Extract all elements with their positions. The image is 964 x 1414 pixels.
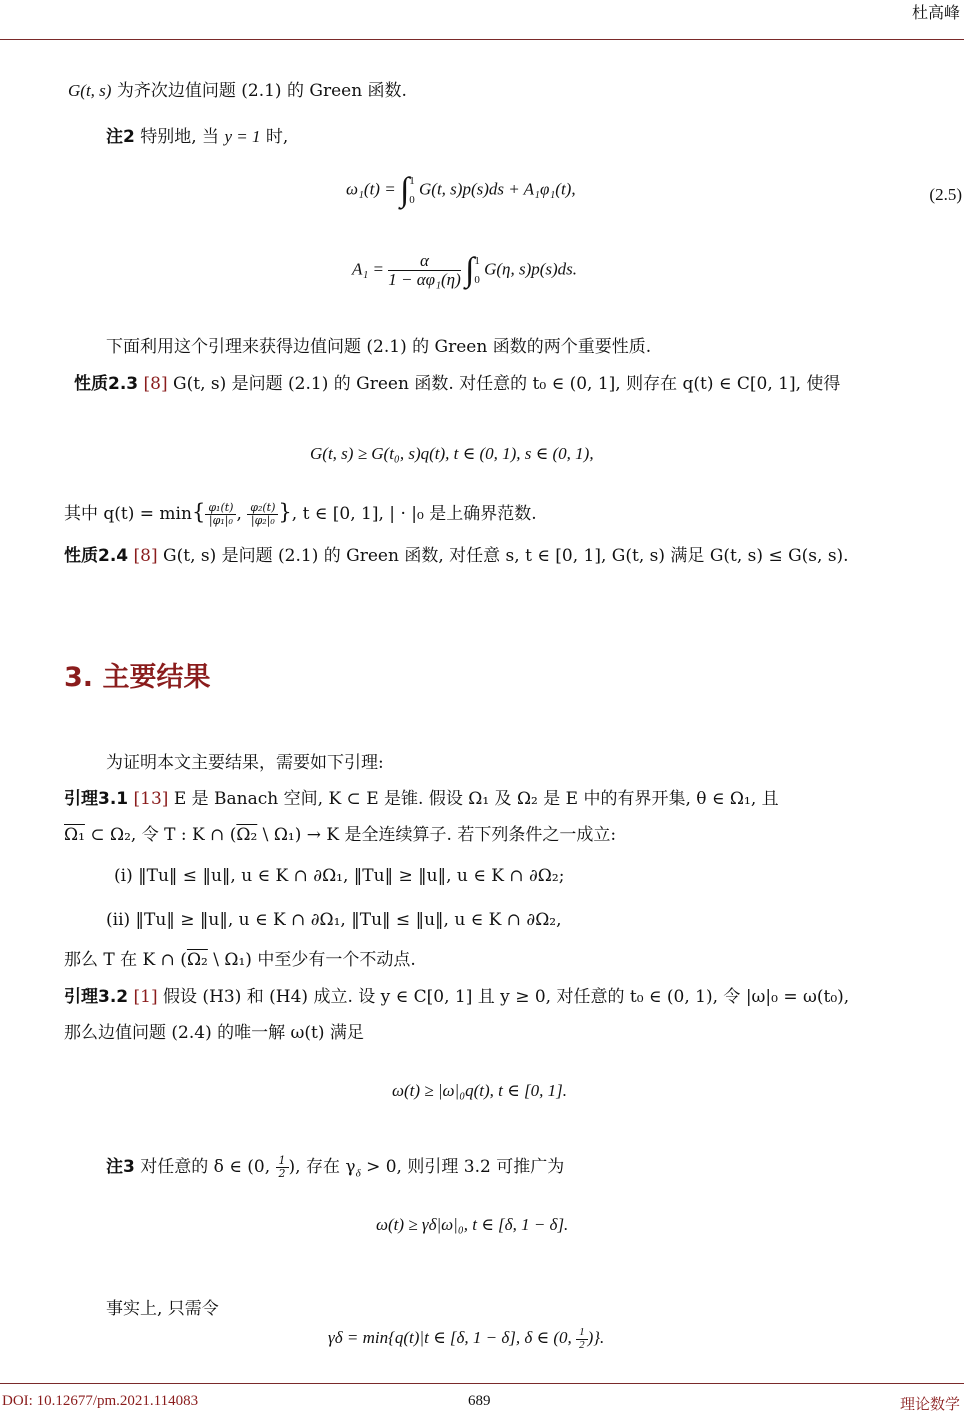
lemma-3-1-ref[interactable]: [13]: [133, 789, 169, 809]
lemma-3-2-text-1: 假设 (H3) 和 (H4) 成立. 设 y ∈ C[0, 1] 且 y ≥ 0, 对任意的 t₀ ∈ (0, 1), 令 |ω|₀ = ω(t₀),: [157, 987, 850, 1007]
property-2-3-text: G(t, s) 是问题 (2.1) 的 Green 函数. 对任意的 t₀ ∈ (0, 1], 则存在 q(t) ∈ C[0, 1], 使得: [167, 374, 841, 394]
property-2-3-equation: G(t, s) ≥ G(t₀, s)q(t), t ∈ (0, 1), s ∈ (0, 1),: [310, 444, 594, 463]
lemma-3-2-label: 引理3.2: [64, 987, 129, 1007]
a1-lhs: A₁ =: [352, 259, 389, 279]
lemma-3-2-line-2: 那么边值问题 (2.4) 的唯一解 ω(t) 满足: [64, 1023, 364, 1043]
footer-journal: 理论数学: [899, 1395, 960, 1413]
lemmas-intro: 为证明本文主要结果，需要如下引理:: [106, 753, 384, 773]
equation-a1: [352, 252, 577, 289]
integral-sign: ∫: [465, 251, 475, 289]
integral-sign: ∫: [399, 171, 410, 209]
green-function-line: [68, 76, 407, 101]
lemma-3-1-line-1: [64, 784, 779, 809]
lemma-3-2-line-1: [64, 982, 849, 1007]
equation-number-2-5: (2.5): [929, 185, 962, 204]
lemma-3-1-text-1: E 是 Banach 空间, K ⊂ E 是锥. 假设 Ω₁ 及 Ω₂ 是 E 中的有界开集, θ ∈ Ω₁, 且: [168, 789, 779, 809]
lemma-3-1-label: 引理3.1: [64, 789, 129, 809]
property-2-4-text: G(t, s) 是问题 (2.1) 的 Green 函数, 对任意 s, t ∈ [0, 1], G(t, s) 满足 G(t, s) ≤ G(s, s).: [157, 546, 849, 566]
note-3-equation: ω(t) ≥ γδ|ω|₀, t ∈ [δ, 1 − δ].: [376, 1215, 569, 1234]
green-text: 为齐次边值问题 (2.1) 的 Green 函数.: [111, 81, 407, 101]
lemma-3-2-equation: ω(t) ≥ |ω|₀q(t), t ∈ [0, 1].: [392, 1081, 567, 1100]
lemma-3-1-condition-2: (ii) ‖Tu‖ ≥ ‖u‖, u ∈ K ∩ ∂Ω₁, ‖Tu‖ ≤ ‖u‖, u ∈ K ∩ ∂Ω₂,: [106, 910, 562, 930]
q-definition: 其中 q(t) = min{ $\frac{\text{φ₁(t)}}{\text{|φ₁|₀}}$ , $\frac{\text{φ₂(t)}}{\text{|φ₂|₀}}$ }, t ∈ [0, 1], | · |₀ 是上确界范数.: [64, 500, 537, 527]
q-frac-1: $\frac{\text{φ₁(t)}}{\text{|φ₁|₀}}$: [205, 502, 236, 526]
green-symbol: G(t, s): [68, 81, 112, 100]
section-3-title: 3. 主要结果: [64, 662, 211, 693]
note-3: 注3 对任意的 δ ∈ (0, $\frac{1}{2}$ ), 存在 $\gamma_\delta > 0$, 则引理 3.2 可推广为: [106, 1154, 565, 1180]
eq25-lhs: ω₁(t) =: [346, 179, 400, 199]
property-2-4-ref[interactable]: [8]: [133, 546, 158, 566]
properties-intro: 下面利用这个引理来获得边值问题 (2.1) 的 Green 函数的两个重要性质.: [106, 337, 652, 357]
a1-fraction: $\frac{\alpha}{\text{1 − αφ₁(η)}}$: [388, 251, 461, 290]
lemma-3-1-condition-1: (i) ‖Tu‖ ≤ ‖u‖, u ∈ K ∩ ∂Ω₁, ‖Tu‖ ≥ ‖u‖, u ∈ K ∩ ∂Ω₂;: [114, 866, 565, 886]
integral-limits: 1 0: [409, 175, 415, 206]
half-fraction: $\frac{1}{2}$: [276, 1155, 289, 1179]
header-author: 杜高峰: [911, 3, 960, 22]
q-def-post: , t ∈ [0, 1], | · |₀ 是上确界范数.: [291, 504, 537, 524]
lemma-3-1-conclusion: 那么 T 在 K ∩ (Ω₂ \ Ω₁) 中至少有一个不动点.: [64, 950, 416, 970]
property-2-3-label: 性质2.3: [74, 374, 139, 394]
lemma-3-2-ref[interactable]: [1]: [133, 987, 158, 1007]
property-2-3-ref[interactable]: [8]: [143, 374, 168, 394]
property-2-3: [74, 369, 840, 394]
integral-limits: 1 0: [474, 255, 480, 286]
q-frac-2: $\frac{\text{φ₂(t)}}{\text{|φ₂|₀}}$: [247, 502, 278, 526]
half-fraction: $\frac{1}{2}$: [576, 1327, 588, 1351]
footer-rule: [0, 1383, 964, 1384]
note-2-tail: 时,: [260, 127, 289, 147]
footer-page-number: 689: [468, 1393, 491, 1409]
eq25-rhs: G(t, s)p(s)ds + A₁φ₁(t),: [419, 179, 576, 199]
header-rule: [0, 39, 964, 40]
a1-rhs: G(η, s)p(s)ds.: [484, 259, 578, 279]
fact-line: 事实上, 只需令: [106, 1299, 219, 1319]
note-2-label: 注2: [106, 127, 135, 147]
note-2: [106, 122, 288, 147]
note-2-cond: y = 1: [224, 127, 261, 146]
footer-doi[interactable]: DOI: 10.12677/pm.2021.114083: [2, 1393, 199, 1409]
q-def-pre: 其中 q(t) = min: [64, 504, 192, 524]
property-2-4: [64, 541, 849, 566]
note-2-text: 特别地, 当: [134, 127, 225, 147]
property-2-4-label: 性质2.4: [64, 546, 129, 566]
note-3-label: 注3: [106, 1157, 135, 1177]
gamma-definition: γδ = min{q(t)|t ∈ [δ, 1 − δ], δ ∈ (0, $\frac{1}{2}$ )}.: [328, 1326, 605, 1351]
lemma-3-1-line-2: Ω₁ ⊂ Ω₂, 令 T : K ∩ (Ω₂ \ Ω₁) → K 是全连续算子. 若下列条件之一成立:: [64, 825, 617, 845]
equation-2-5: [346, 172, 576, 209]
